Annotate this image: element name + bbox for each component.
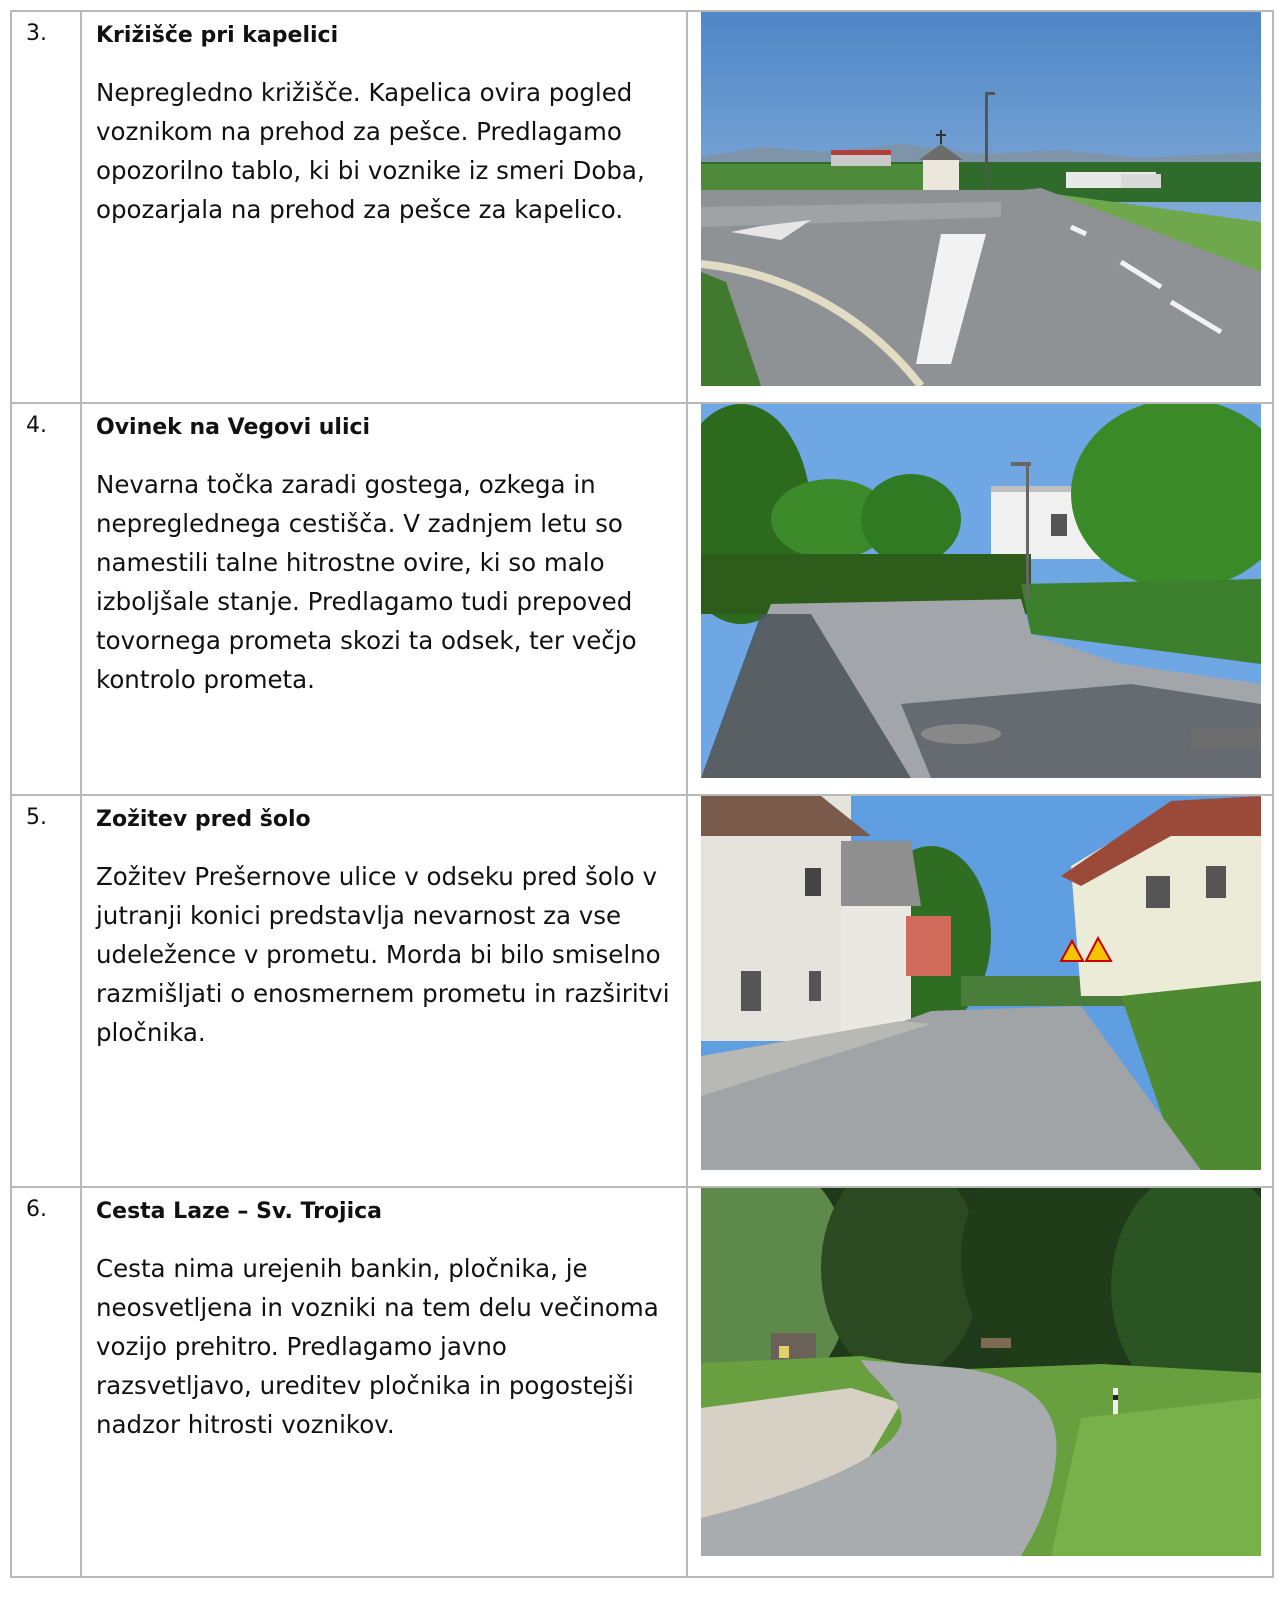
row-description: Nepregledno križišče. Kapelica ovira pogled voznikom na prehod za pešce. Predlagamo opozorilno tablo, ki bi voznike iz smeri Doba, opozarjala na prehod za pešce za kapelico. xyxy=(96,78,645,224)
row-title: Križišče pri kapelici xyxy=(96,23,339,48)
row-description: Cesta nima urejenih bankin, pločnika, je neosvetljena in vozniki na tem delu večinoma vozijo prehitro. Predlagamo javno razsvetljavo, ureditev pločnika in pogostejši nadzor hitrosti voznikov. xyxy=(96,1254,659,1439)
table-row xyxy=(11,1187,1273,1577)
row-photo-cell xyxy=(687,11,1273,403)
road-hazards-table xyxy=(10,10,1274,1578)
row-number: 3. xyxy=(26,21,47,46)
row-title: Cesta Laze – Sv. Trojica xyxy=(96,1199,383,1224)
row-number-cell xyxy=(11,11,81,403)
row-text-cell xyxy=(81,403,687,795)
row-description: Nevarna točka zaradi gostega, ozkega in nepreglednega cestišča. V zadnjem letu so namestili talne hitrostne ovire, ki so malo izboljšale stanje. Predlagamo tudi prepoved tovornega prometa skozi ta odsek, ter večjo kontrolo prometa. xyxy=(96,470,637,694)
table-row xyxy=(11,795,1273,1187)
row-title: Ovinek na Vegovi ulici xyxy=(96,415,371,440)
row-description: Zožitev Prešernove ulice v odseku pred šolo v jutranji konici predstavlja nevarnost za vse udeležence v prometu. Morda bi bilo smiselno razmišljati o enosmernem prometu in razširitvi pločnika. xyxy=(96,862,670,1047)
row-number: 4. xyxy=(26,413,47,438)
laze-sv-trojica-road-photo xyxy=(701,1188,1261,1556)
row-text-cell xyxy=(81,11,687,403)
row-number: 6. xyxy=(26,1197,47,1222)
row-photo-cell xyxy=(687,403,1273,795)
row-photo-cell xyxy=(687,1187,1273,1577)
table-row xyxy=(11,403,1273,795)
vegova-street-bend-photo xyxy=(701,404,1261,778)
intersection-chapel-photo xyxy=(701,12,1261,386)
row-text-cell xyxy=(81,1187,687,1577)
row-text-cell xyxy=(81,795,687,1187)
row-number-cell xyxy=(11,403,81,795)
row-photo-cell xyxy=(687,795,1273,1187)
row-number-cell xyxy=(11,795,81,1187)
table-row xyxy=(11,11,1273,403)
school-street-narrowing-photo xyxy=(701,796,1261,1170)
row-title: Zožitev pred šolo xyxy=(96,807,311,832)
row-number-cell xyxy=(11,1187,81,1577)
row-number: 5. xyxy=(26,805,47,830)
